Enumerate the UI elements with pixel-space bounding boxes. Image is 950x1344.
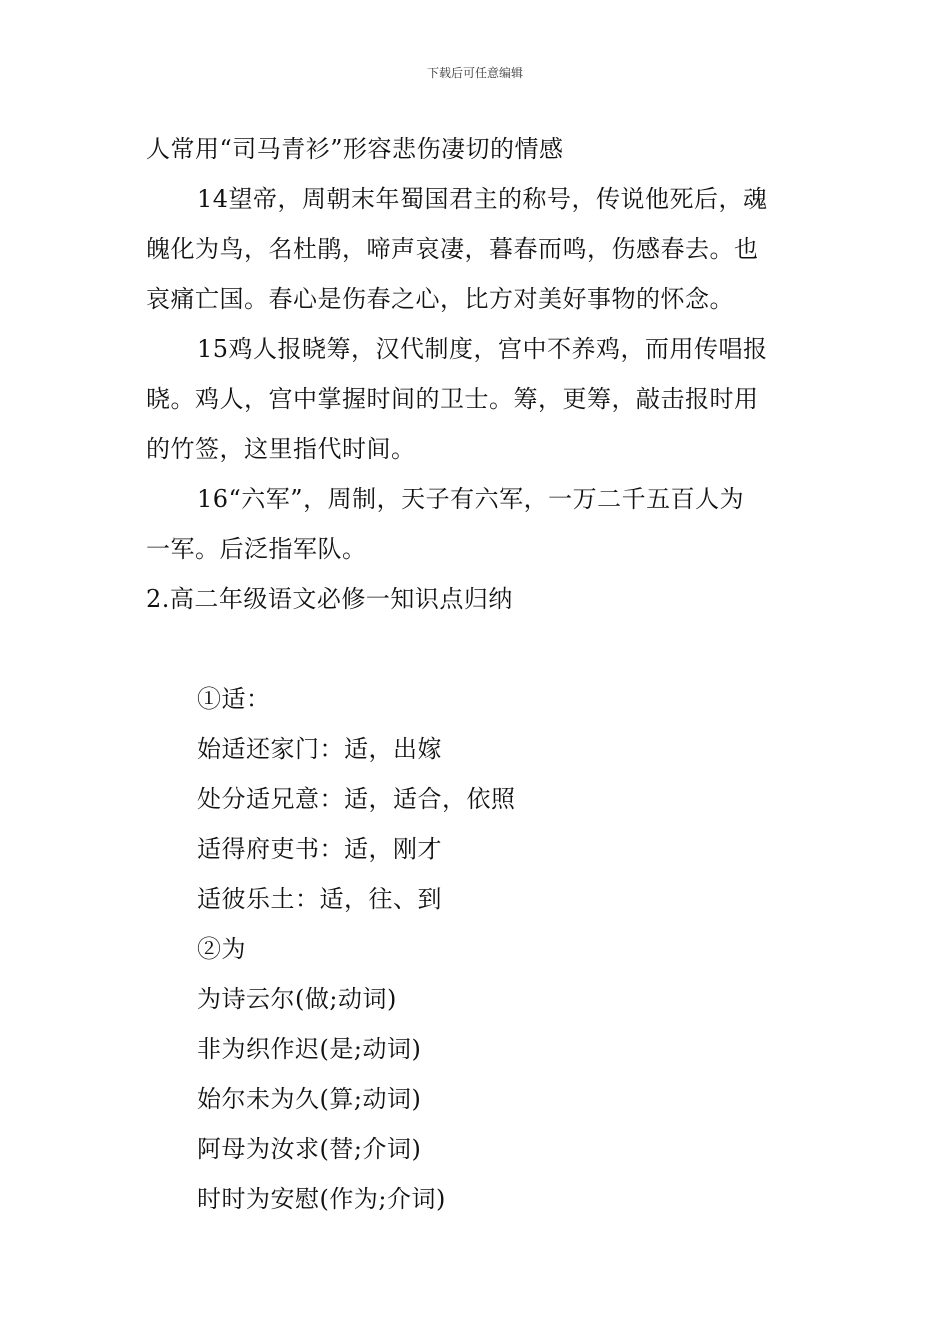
- text-line: 晓。鸡人，宫中掌握时间的卫士。筹，更筹，敲击报时用: [146, 385, 759, 413]
- text-line: 魄化为鸟，名杜鹃，啼声哀凄，暮春而鸣，伤感春去。也: [146, 235, 759, 263]
- list-item: 适得府吏书：适，刚才: [197, 835, 442, 863]
- text-line: 人常用“司马青衫”形容悲伤凄切的情感: [146, 135, 564, 163]
- text-line: 的竹签，这里指代时间。: [146, 435, 416, 463]
- list-item: 为诗云尔(做;动词): [197, 985, 397, 1013]
- document-body: [146, 124, 811, 1224]
- list-item: 时时为安慰(作为;介词): [197, 1185, 446, 1213]
- blank-gap: [146, 624, 811, 674]
- list-item: 处分适兄意：适，适合，依照: [197, 785, 516, 813]
- page-header: 下载后可任意编辑: [426, 66, 523, 80]
- list-item: 始尔未为久(算;动词): [197, 1085, 422, 1113]
- text-line: 一军。后泛指军队。: [146, 535, 367, 563]
- list-item: 非为织作迟(是;动词): [197, 1035, 422, 1063]
- text-line: 15鸡人报晓筹，汉代制度，宫中不养鸡，而用传唱报: [197, 335, 768, 363]
- text-line: 16“六军”，周制，天子有六军，一万二千五百人为: [197, 485, 745, 513]
- list-item: 阿母为汝求(替;介词): [197, 1135, 422, 1163]
- text-line: 14望帝，周朝末年蜀国君主的称号，传说他死后，魂: [197, 185, 768, 213]
- text-line: 哀痛亡国。春心是伤春之心，比方对美好事物的怀念。: [146, 285, 734, 313]
- list-item: ②为: [197, 935, 246, 963]
- list-item: 适彼乐土：适，往、到: [197, 885, 442, 913]
- list-item: 始适还家门：适，出嫁: [197, 735, 442, 763]
- section-heading: 2.高二年级语文必修一知识点归纳: [146, 585, 513, 613]
- list-item: ①适：: [197, 685, 271, 713]
